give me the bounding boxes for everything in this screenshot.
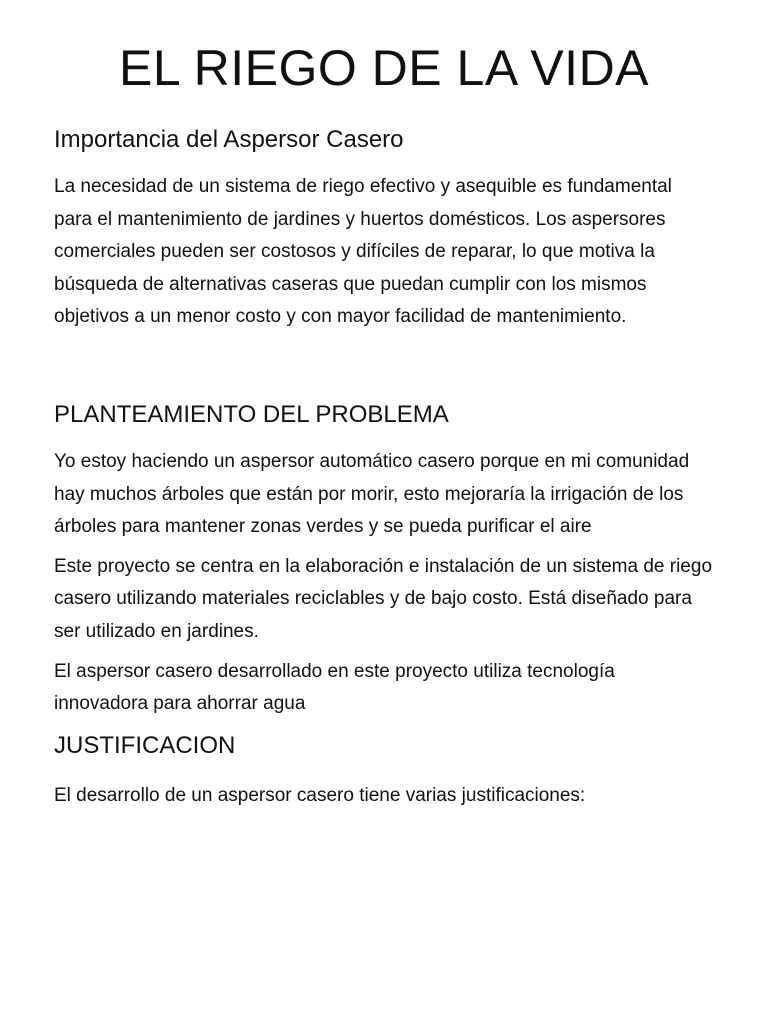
section-heading-importancia: Importancia del Aspersor Casero — [54, 126, 404, 153]
section-heading-justificacion: JUSTIFICACION — [54, 731, 236, 759]
paragraph-planteamiento-2: Este proyecto se centra en la elaboración e instalación de un sistema de riego casero utilizando materiales reciclables y de bajo costo. Está diseñado para ser utilizado en jardines. — [54, 555, 713, 642]
document-title: EL RIEGO DE LA VIDA — [118, 40, 650, 96]
paragraph-importancia: La necesidad de un sistema de riego efectivo y asequible es fundamental para el mantenimiento de jardines y huertos domésticos. Los aspersores comerciales pueden ser costosos y difíciles de reparar, lo que motiva la búsqueda de alternativas caseras que puedan cumplir con los mismos objetivos a un menor costo y con mayor facilidad de mantenimiento. — [54, 176, 672, 328]
section-heading-planteamiento: PLANTEAMIENTO DEL PROBLEMA — [54, 400, 449, 428]
paragraph-planteamiento-1: Yo estoy haciendo un aspersor automático casero porque en mi comunidad hay muchos árboles que están por morir, esto mejoraría la irrigación de los árboles para mantener zonas verdes y se pueda purificar el aire — [54, 450, 690, 538]
paragraph-justificacion: El desarrollo de un aspersor casero tiene varias justificaciones: — [54, 784, 586, 806]
paragraph-planteamiento-3: El aspersor casero desarrollado en este proyecto utiliza tecnología innovadora para ahorrar agua — [54, 660, 615, 715]
